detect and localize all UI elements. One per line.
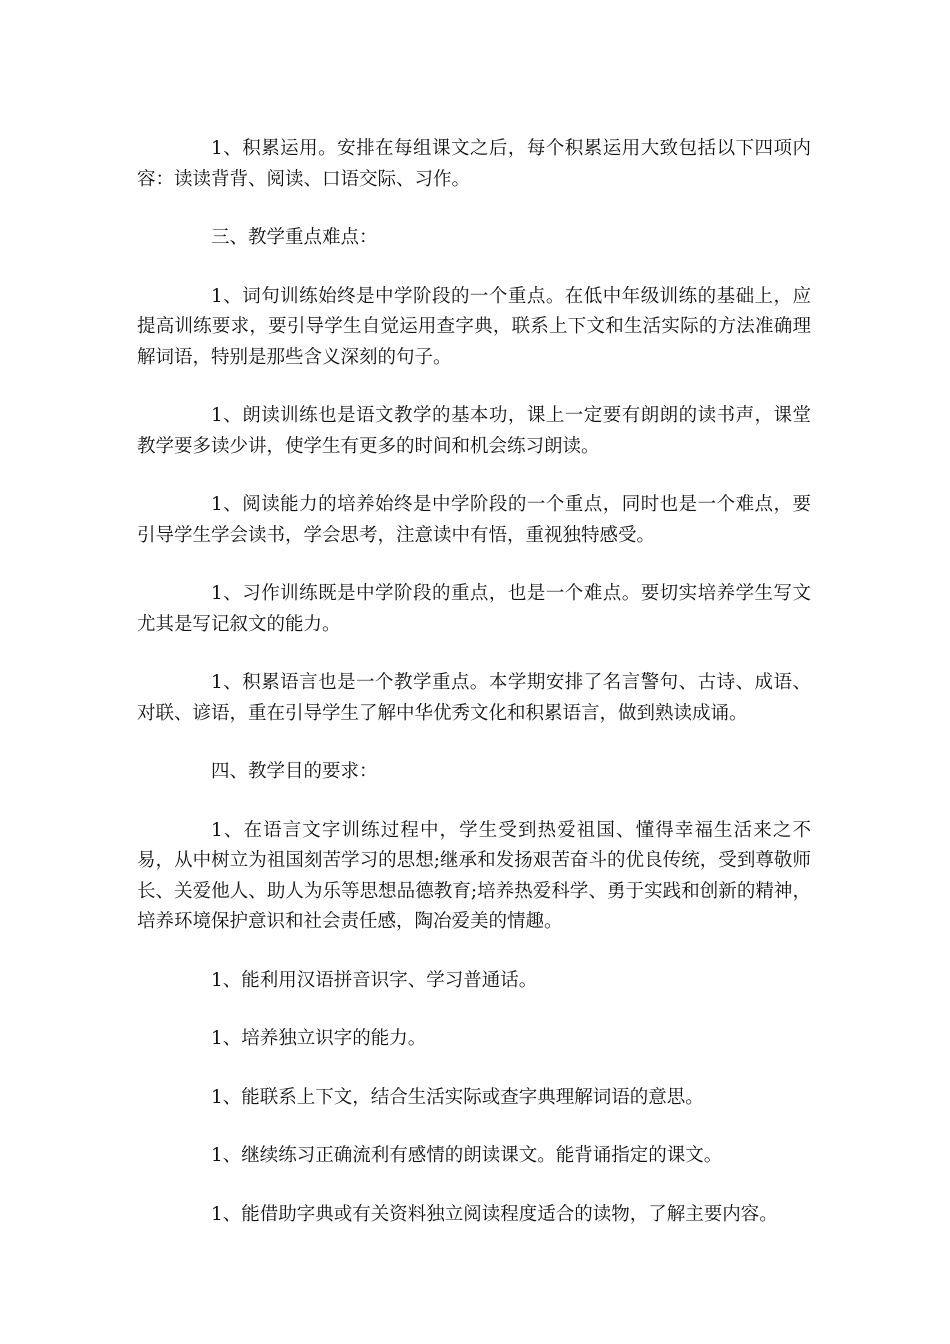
paragraph: 1、在语言文字训练过程中，学生受到热爱祖国、懂得幸福生活来之不易，从中树立为祖国刻苦学习的思想;继承和发扬艰苦奋斗的优良传统，受到尊敬师长、关爱他人、助人为乐等思想品德教育;培养热爱科学、勇于实践和创新的精神，培养环境保护意识和社会责任感，陶冶爱美的情趣。: [137, 819, 811, 932]
paragraph: 1、阅读能力的培养始终是中学阶段的一个重点，同时也是一个难点，要引导学生学会读书，学会思考，注意读中有悟，重视独特感受。: [137, 494, 811, 546]
paragraph: 1、继续练习正确流利有感情的朗读课文。能背诵指定的课文。: [211, 1145, 723, 1166]
paragraph: 1、能借助字典或有关资料独立阅读程度适合的读物，了解主要内容。: [211, 1203, 778, 1225]
section-heading: 四、教学目的要求：: [211, 761, 378, 782]
document-page: [137, 134, 811, 1258]
paragraph: 1、词句训练始终是中学阶段的一个重点。在低中年级训练的基础上，应提高训练要求，要引导学生自觉运用查字典，联系上下文和生活实际的方法准确理解词语，特别是那些含义深刻的句子。: [137, 285, 811, 368]
paragraph: 1、习作训练既是中学阶段的重点，也是一个难点。要切实培养学生写文尤其是写记叙文的能力。: [137, 583, 811, 635]
section-heading: 三、教学重点难点：: [211, 227, 378, 248]
paragraph: 1、能利用汉语拼音识字、学习普通话。: [211, 969, 538, 991]
paragraph: 1、朗读训练也是语文教学的基本功，课上一定要有朗朗的读书声，课堂教学要多读少讲，使学生有更多的时间和机会练习朗读。: [137, 405, 811, 457]
paragraph: 1、能联系上下文，结合生活实际或查字典理解词语的意思。: [211, 1086, 704, 1108]
paragraph: 1、积累语言也是一个教学重点。本学期安排了名言警句、古诗、成语、对联、谚语，重在引导学生了解中华优秀文化和积累语言，做到熟读成诵。: [137, 672, 811, 724]
paragraph: 1、培养独立识字的能力。: [211, 1028, 427, 1049]
paragraph: 1、积累运用。安排在每组课文之后，每个积累运用大致包括以下四项内容：读读背背、阅读、口语交际、习作。: [137, 138, 811, 190]
